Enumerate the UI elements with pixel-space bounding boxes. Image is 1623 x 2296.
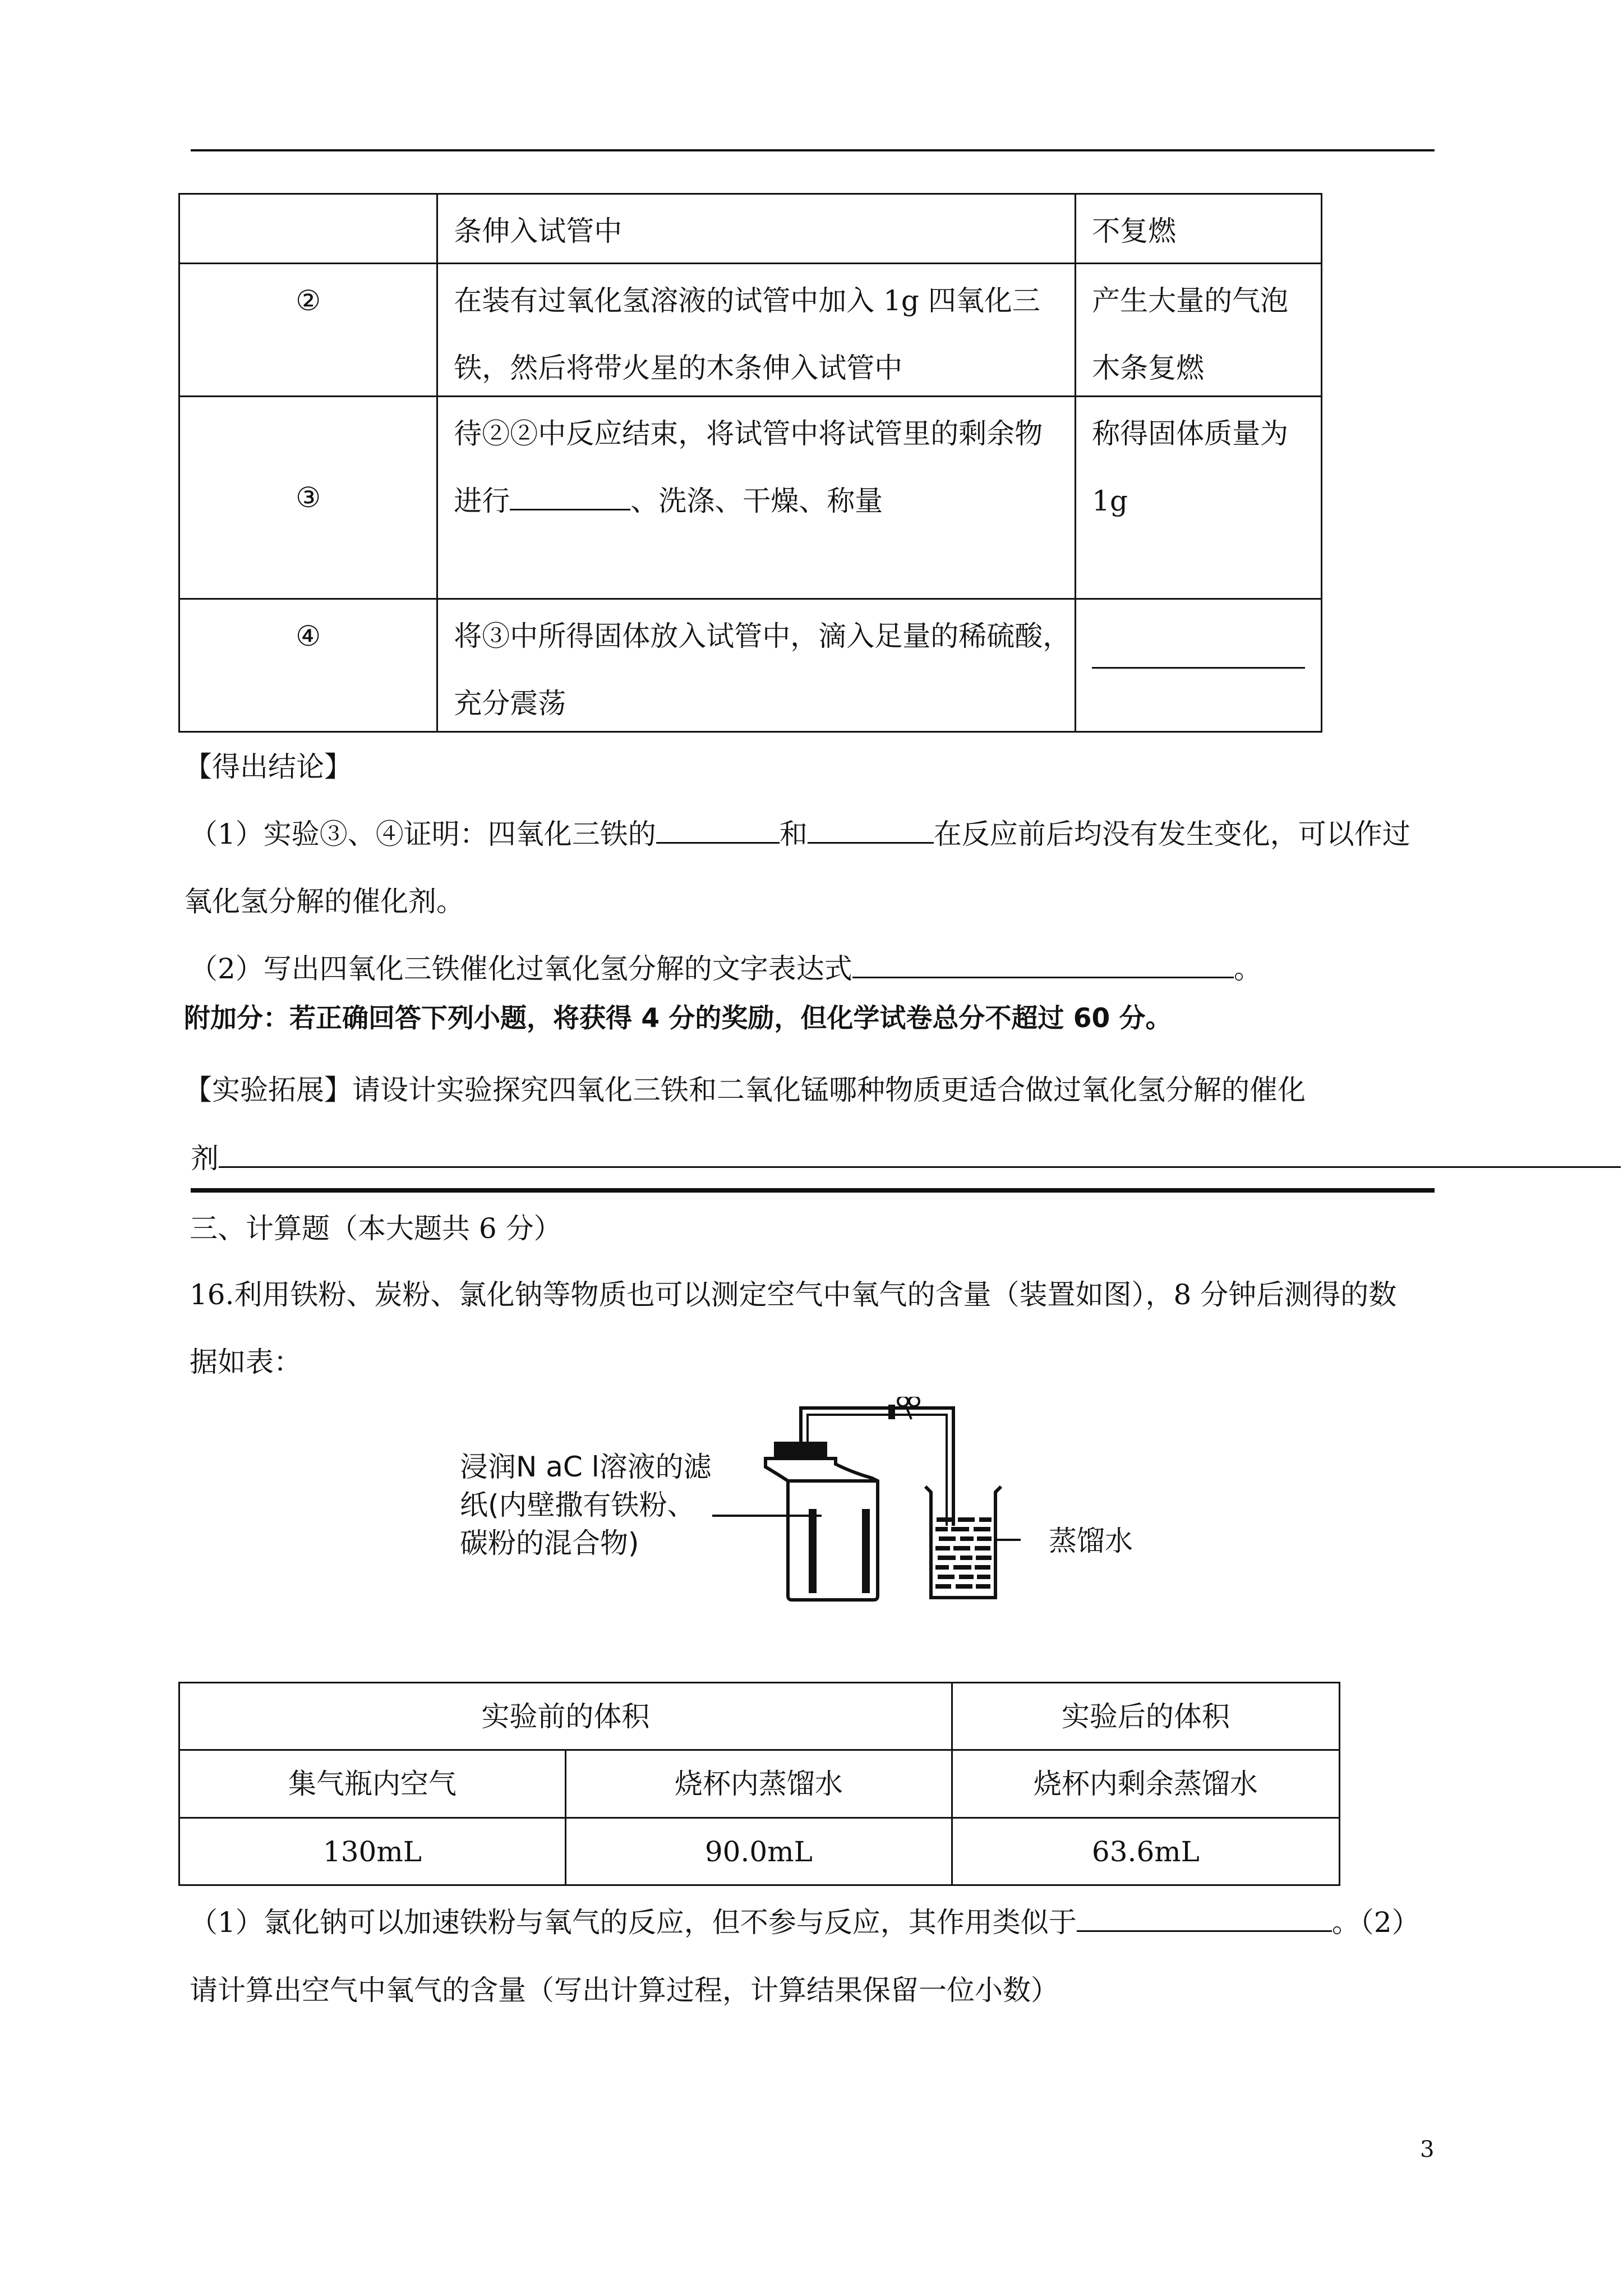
- conclusion-q1-cont: 氧化氢分解的催化剂。: [184, 885, 464, 918]
- answer-blank[interactable]: [219, 1166, 1621, 1168]
- experiment-table: [178, 193, 1322, 733]
- step-text: 条伸入试管中: [454, 215, 623, 247]
- result-text: 不复燃: [1092, 215, 1177, 247]
- step-cell: [437, 194, 1076, 264]
- table-row: [179, 599, 1322, 732]
- step-number-cell: [179, 264, 437, 397]
- table-header-cell: 实验后的体积: [952, 1683, 1339, 1750]
- bonus-note: 附加分：若正确回答下列小题，将获得 4 分的奖励，但化学试卷总分不超过 60 分。: [184, 1003, 1172, 1034]
- conclusion-q2: （2）写出四氧化三铁催化过氧化氢分解的文字表达式 。: [190, 953, 1262, 985]
- table-header-cell: 烧杯内蒸馏水: [565, 1750, 952, 1818]
- result-text: 产生大量的气泡: [1092, 284, 1289, 317]
- conclusion-q1: （1）实验③、④证明：四氧化三铁的 和 在反应前后均没有发生变化，可以作过: [190, 818, 1410, 850]
- step-text: 待②②中反应结束，将试管中将试管里的剩余物: [454, 417, 1043, 450]
- step-number-cell: [179, 599, 437, 732]
- table-row: [179, 1818, 1340, 1885]
- volume-table: [178, 1682, 1340, 1886]
- answer-blank[interactable]: [1077, 1930, 1332, 1932]
- result-cell: [1076, 194, 1322, 264]
- answer-blank[interactable]: [1092, 667, 1305, 669]
- step-number: ④: [296, 620, 321, 652]
- question-16-cont: 据如表：: [190, 1346, 302, 1378]
- result-text: 木条复燃: [1092, 352, 1205, 384]
- step-number: ②: [296, 284, 321, 317]
- figure-label-distilled-water: 蒸馏水: [1049, 1525, 1133, 1557]
- answer-blank[interactable]: [852, 977, 1234, 978]
- result-cell: [1076, 397, 1322, 599]
- step-number: ③: [296, 481, 321, 514]
- answer-blank[interactable]: [510, 509, 630, 510]
- step-number-cell: [179, 194, 437, 264]
- table-cell: 90.0mL: [565, 1818, 952, 1885]
- step-text: 进行: [454, 485, 510, 517]
- section-title: 三、计算题（本大题共 6 分）: [190, 1212, 562, 1245]
- step-text: 充分震荡: [454, 687, 566, 720]
- apparatus-figure: [460, 1397, 1189, 1610]
- table-row: [179, 1683, 1340, 1750]
- header-rule: [191, 149, 1435, 151]
- table-cell: 63.6mL: [952, 1818, 1339, 1885]
- table-header-cell: 实验前的体积: [179, 1683, 952, 1750]
- step-text: 铁，然后将带火星的木条伸入试管中: [454, 352, 903, 384]
- table-row: [179, 1750, 1340, 1818]
- result-text: 1g: [1092, 485, 1128, 517]
- question-16-2: 请计算出空气中氧气的含量（写出计算过程，计算结果保留一位小数）: [190, 1974, 1059, 2007]
- table-cell: 130mL: [179, 1818, 566, 1885]
- page-number: 3: [1420, 2137, 1435, 2162]
- conclusion-heading: 【得出结论】: [184, 751, 352, 783]
- result-text: 称得固体质量为: [1092, 417, 1289, 450]
- step-text: 将③中所得固体放入试管中，滴入足量的稀硫酸，: [454, 620, 1071, 652]
- extension-line2: 剂: [191, 1144, 1621, 1172]
- answer-blank[interactable]: [808, 842, 934, 844]
- result-cell: [1076, 264, 1322, 397]
- table-row: [179, 194, 1322, 264]
- step-cell: [437, 264, 1076, 397]
- step-number-cell: [179, 397, 437, 599]
- step-text: 在装有过氧化氢溶液的试管中加入 1g 四氧化三: [454, 284, 1040, 317]
- section-divider: [191, 1188, 1435, 1193]
- answer-blank[interactable]: [656, 842, 780, 844]
- table-header-cell: 集气瓶内空气: [179, 1750, 566, 1818]
- question-16: 16.利用铁粉、炭粉、氯化钠等物质也可以测定空气中氧气的含量（装置如图），8 分钟后测得的数: [190, 1278, 1397, 1311]
- figure-label-filter-paper: 浸润N aC l溶液的滤 纸(内壁撒有铁粉、 碳粉的混合物): [460, 1451, 712, 1559]
- extension-line1: 【实验拓展】请设计实验探究四氧化三铁和二氧化锰哪种物质更适合做过氧化氢分解的催化: [184, 1074, 1306, 1106]
- step-cell: [437, 599, 1076, 732]
- apparatus-drawing: [460, 1397, 1189, 1610]
- table-row: [179, 264, 1322, 397]
- step-text: 、洗涤、干燥、称量: [630, 485, 883, 517]
- table-row: [179, 397, 1322, 599]
- step-cell: [437, 397, 1076, 599]
- table-header-cell: 烧杯内剩余蒸馏水: [952, 1750, 1339, 1818]
- question-16-1: （1）氯化钠可以加速铁粉与氧气的反应，但不参与反应，其作用类似于 。（2）: [190, 1906, 1420, 1939]
- result-cell: [1076, 599, 1322, 732]
